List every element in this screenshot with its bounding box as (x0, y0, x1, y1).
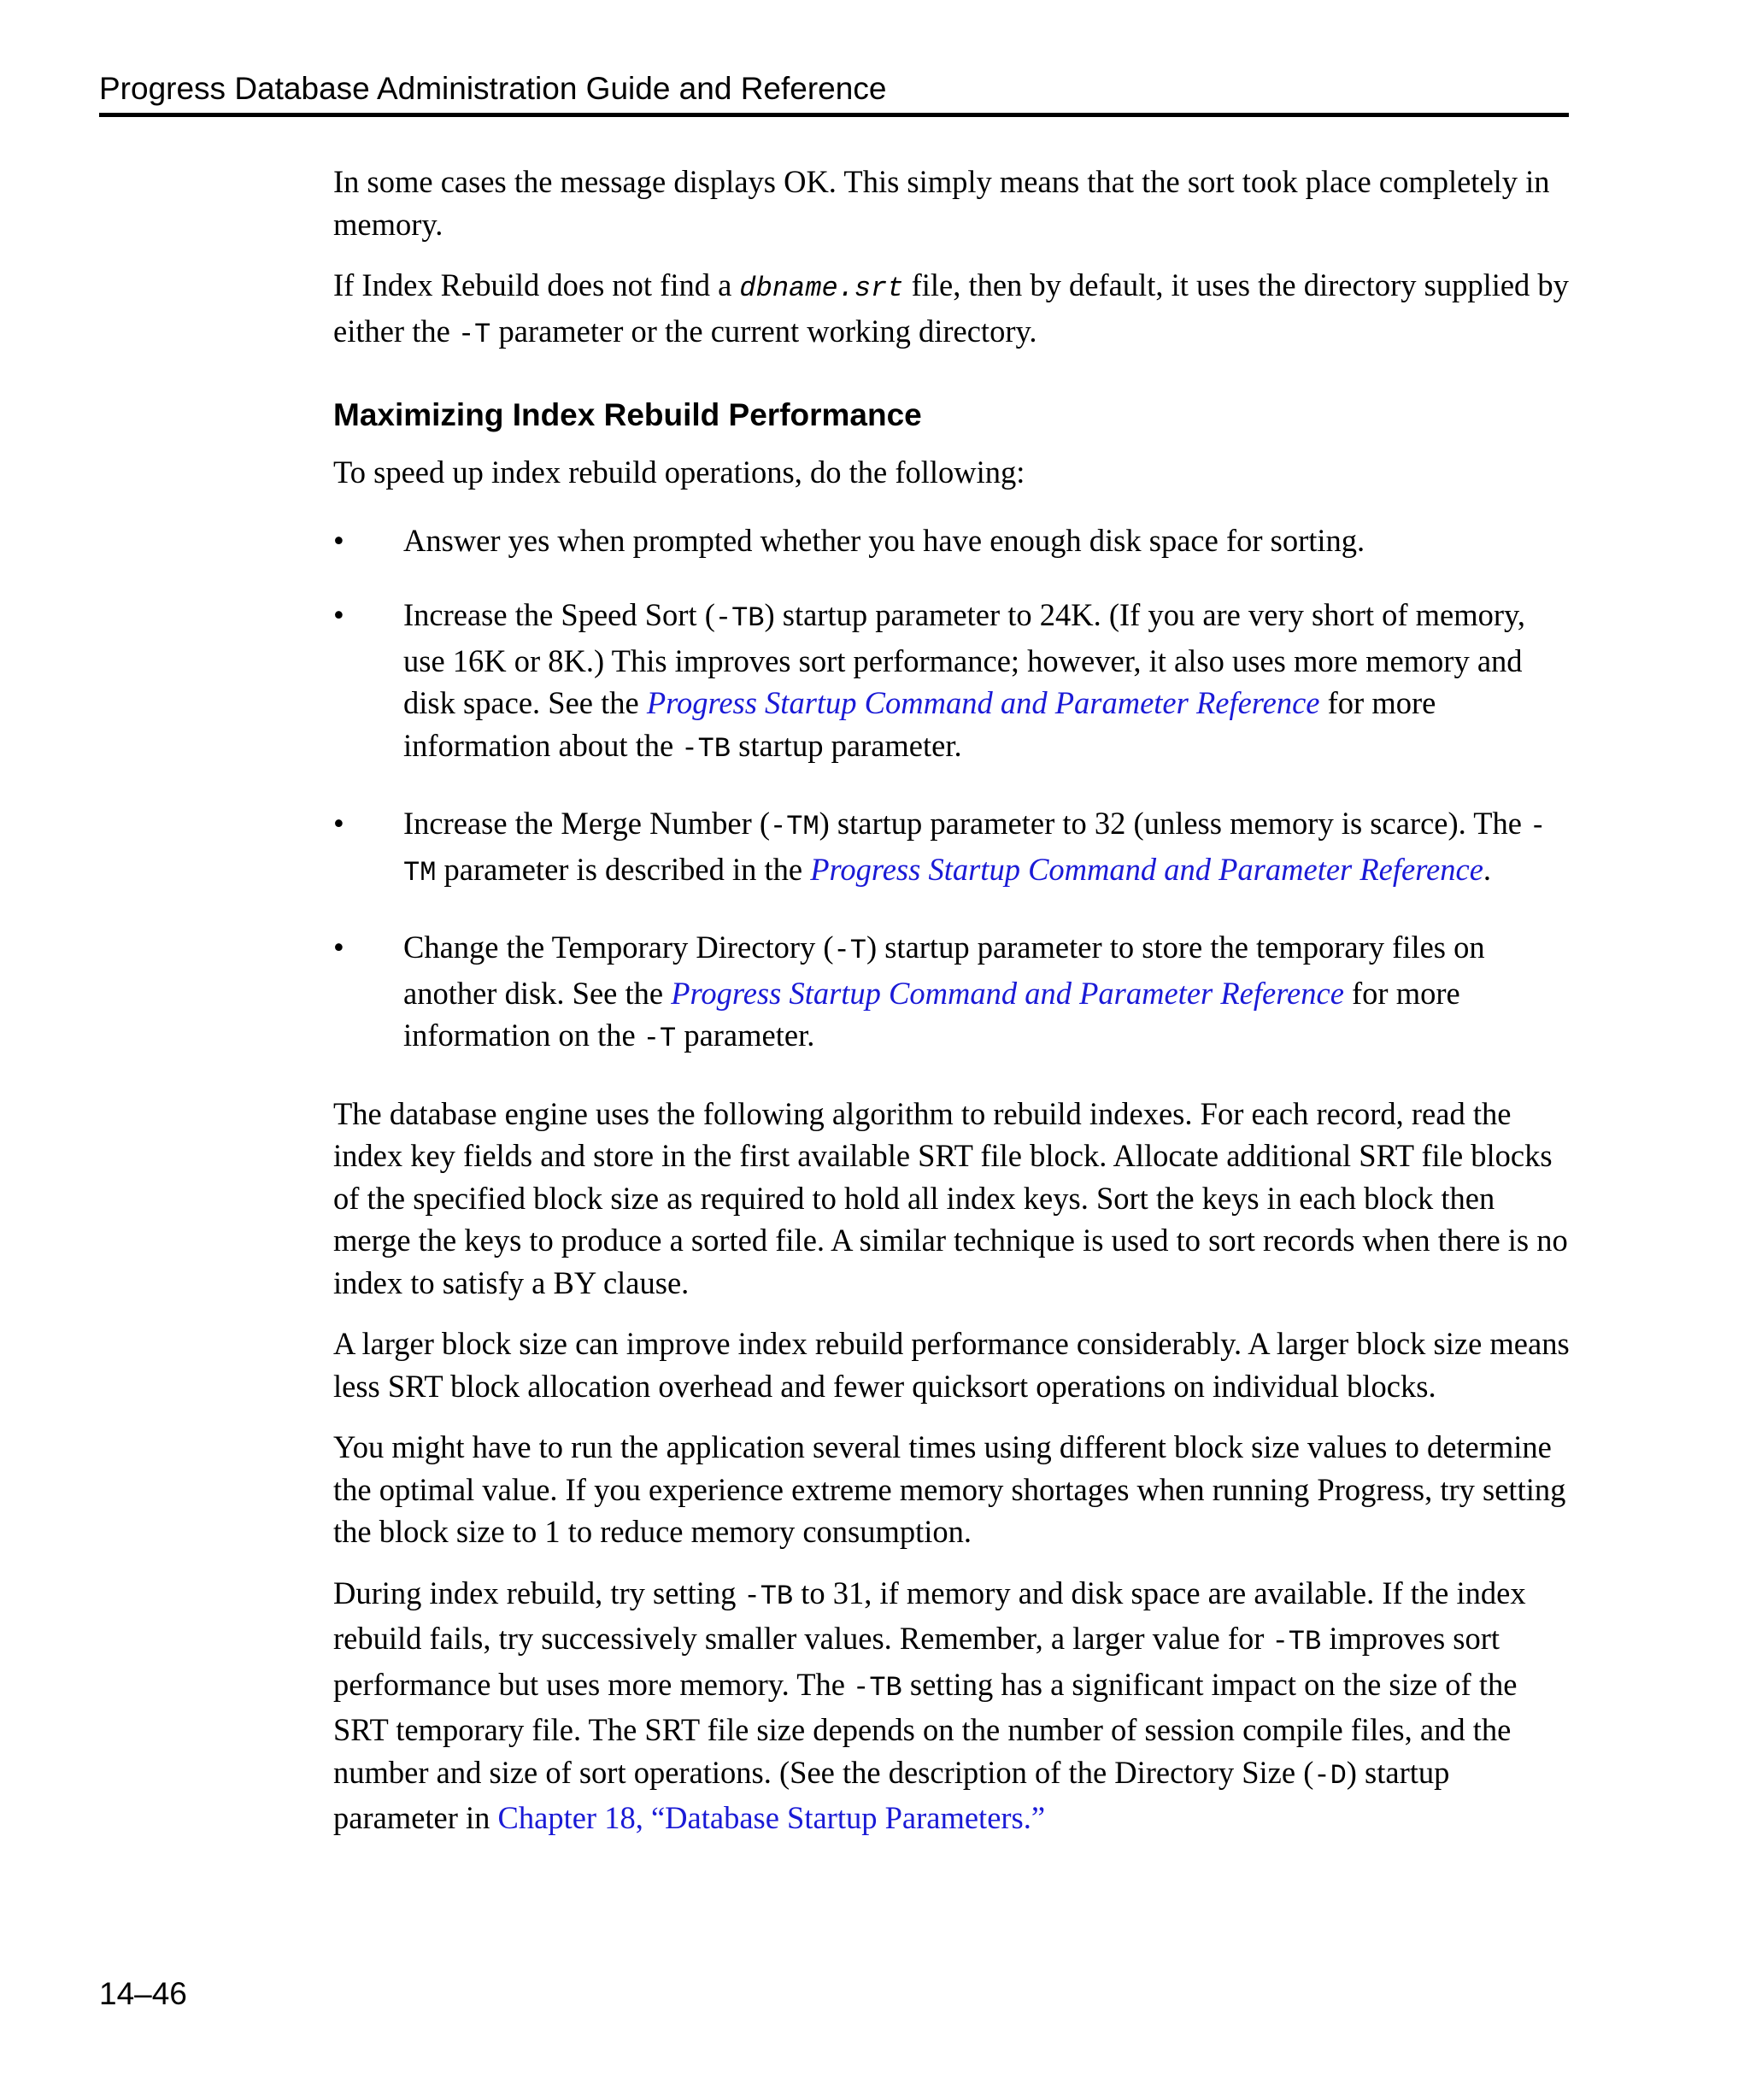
code-tb: -TB (853, 1671, 902, 1704)
link-startup-reference[interactable]: Progress Startup Command and Parameter Reference (671, 975, 1344, 1011)
link-startup-reference[interactable]: Progress Startup Command and Parameter Reference (810, 851, 1483, 887)
code-tb: -TB (714, 602, 765, 634)
paragraph-optimal-value: You might have to run the application several times using different block size values to determine the optimal value. If you experience extreme memory shortages when running Progress, try setting the block size to 1 to reduce memory consumption. (333, 1429, 1566, 1549)
link-chapter-18[interactable]: Chapter 18, “Database Startup Parameters.” (497, 1800, 1046, 1835)
code-tm: -TM (770, 811, 819, 842)
header-rule (99, 113, 1569, 117)
code-tb: -TB (743, 1580, 794, 1612)
code-tb: -TB (681, 732, 731, 765)
paragraph-intro: To speed up index rebuild operations, do the following: (333, 455, 1025, 490)
code-d: -D (1313, 1759, 1347, 1792)
performance-tips-list (333, 519, 1572, 1060)
code-t: -T (643, 1023, 677, 1054)
code-t: -T (833, 935, 866, 966)
code-dbname-srt: dbname.srt (739, 273, 904, 304)
code-tb: -TB (1271, 1626, 1322, 1657)
bullet-icon: • (333, 522, 344, 558)
bullet-icon: • (333, 597, 344, 632)
paragraph-tb-setting: During index rebuild, try setting -TB to 31, if memory and disk space are available. If the index rebuild fails, try successively smaller values. Remember, a larger value for -TB improves sort performance but uses more memory. The -TB setting has a significant impact on the size of the SRT temporary file. The SRT file size depends on the number of session compile files, and the number and size of sort operations. (See the description of the Directory Size (-D) startup parameter in Chapter 18, “Database Startup Parameters.” (333, 1575, 1526, 1835)
paragraph-block-size: A larger block size can improve index rebuild performance considerably. A larger block size means less SRT block allocation overhead and fewer quicksort operations on individual blocks. (333, 1326, 1570, 1404)
bullet-icon: • (333, 806, 344, 841)
bullet-icon: • (333, 930, 344, 965)
paragraph-sort-ok: In some cases the message displays OK. This simply means that the sort took place completely in memory. (333, 164, 1550, 242)
code-t-param: -T (457, 318, 491, 350)
list-item: • Increase the Merge Number (-TM) startup parameter to 32 (unless memory is scarce). The -TM parameter is described in the Progress Startup Command and Parameter Reference. (333, 802, 1572, 894)
link-startup-reference[interactable]: Progress Startup Command and Parameter Reference (646, 685, 1320, 720)
section-heading: Maximizing Index Rebuild Performance (333, 397, 922, 432)
page-body (333, 161, 1572, 1858)
paragraph-algorithm: The database engine uses the following algorithm to rebuild indexes. For each record, read the index key fields and store in the first available SRT file block. Allocate additional SRT file blocks of the specified block size as required to hold all index keys. Sort the keys in each block then merge the keys to produce a sorted file. A similar technique is used to sort records when there is no index to satisfy a BY clause. (333, 1095, 1568, 1300)
code-tm: -TM (403, 811, 1547, 889)
list-item: • Change the Temporary Directory (-T) startup parameter to store the temporary files on another disk. See the Progress Startup Command and Parameter Reference for more information on the -T parameter. (333, 926, 1572, 1060)
page-number: 14–46 (99, 1976, 187, 2011)
list-item: • Answer yes when prompted whether you have enough disk space for sorting. (333, 519, 1572, 562)
list-item: • Increase the Speed Sort (-TB) startup parameter to 24K. (If you are very short of memory, use 16K or 8K.) This improves sort performance; however, it also uses more memory and disk space. See the Progress Startup Command and Parameter Reference for more information about the -TB startup parameter. (333, 594, 1572, 770)
paragraph-srt-file: If Index Rebuild does not find a dbname.srt file, then by default, it uses the directory supplied by either the -T parameter or the current working directory. (333, 267, 1569, 350)
running-header: Progress Database Administration Guide and Reference (99, 71, 887, 106)
